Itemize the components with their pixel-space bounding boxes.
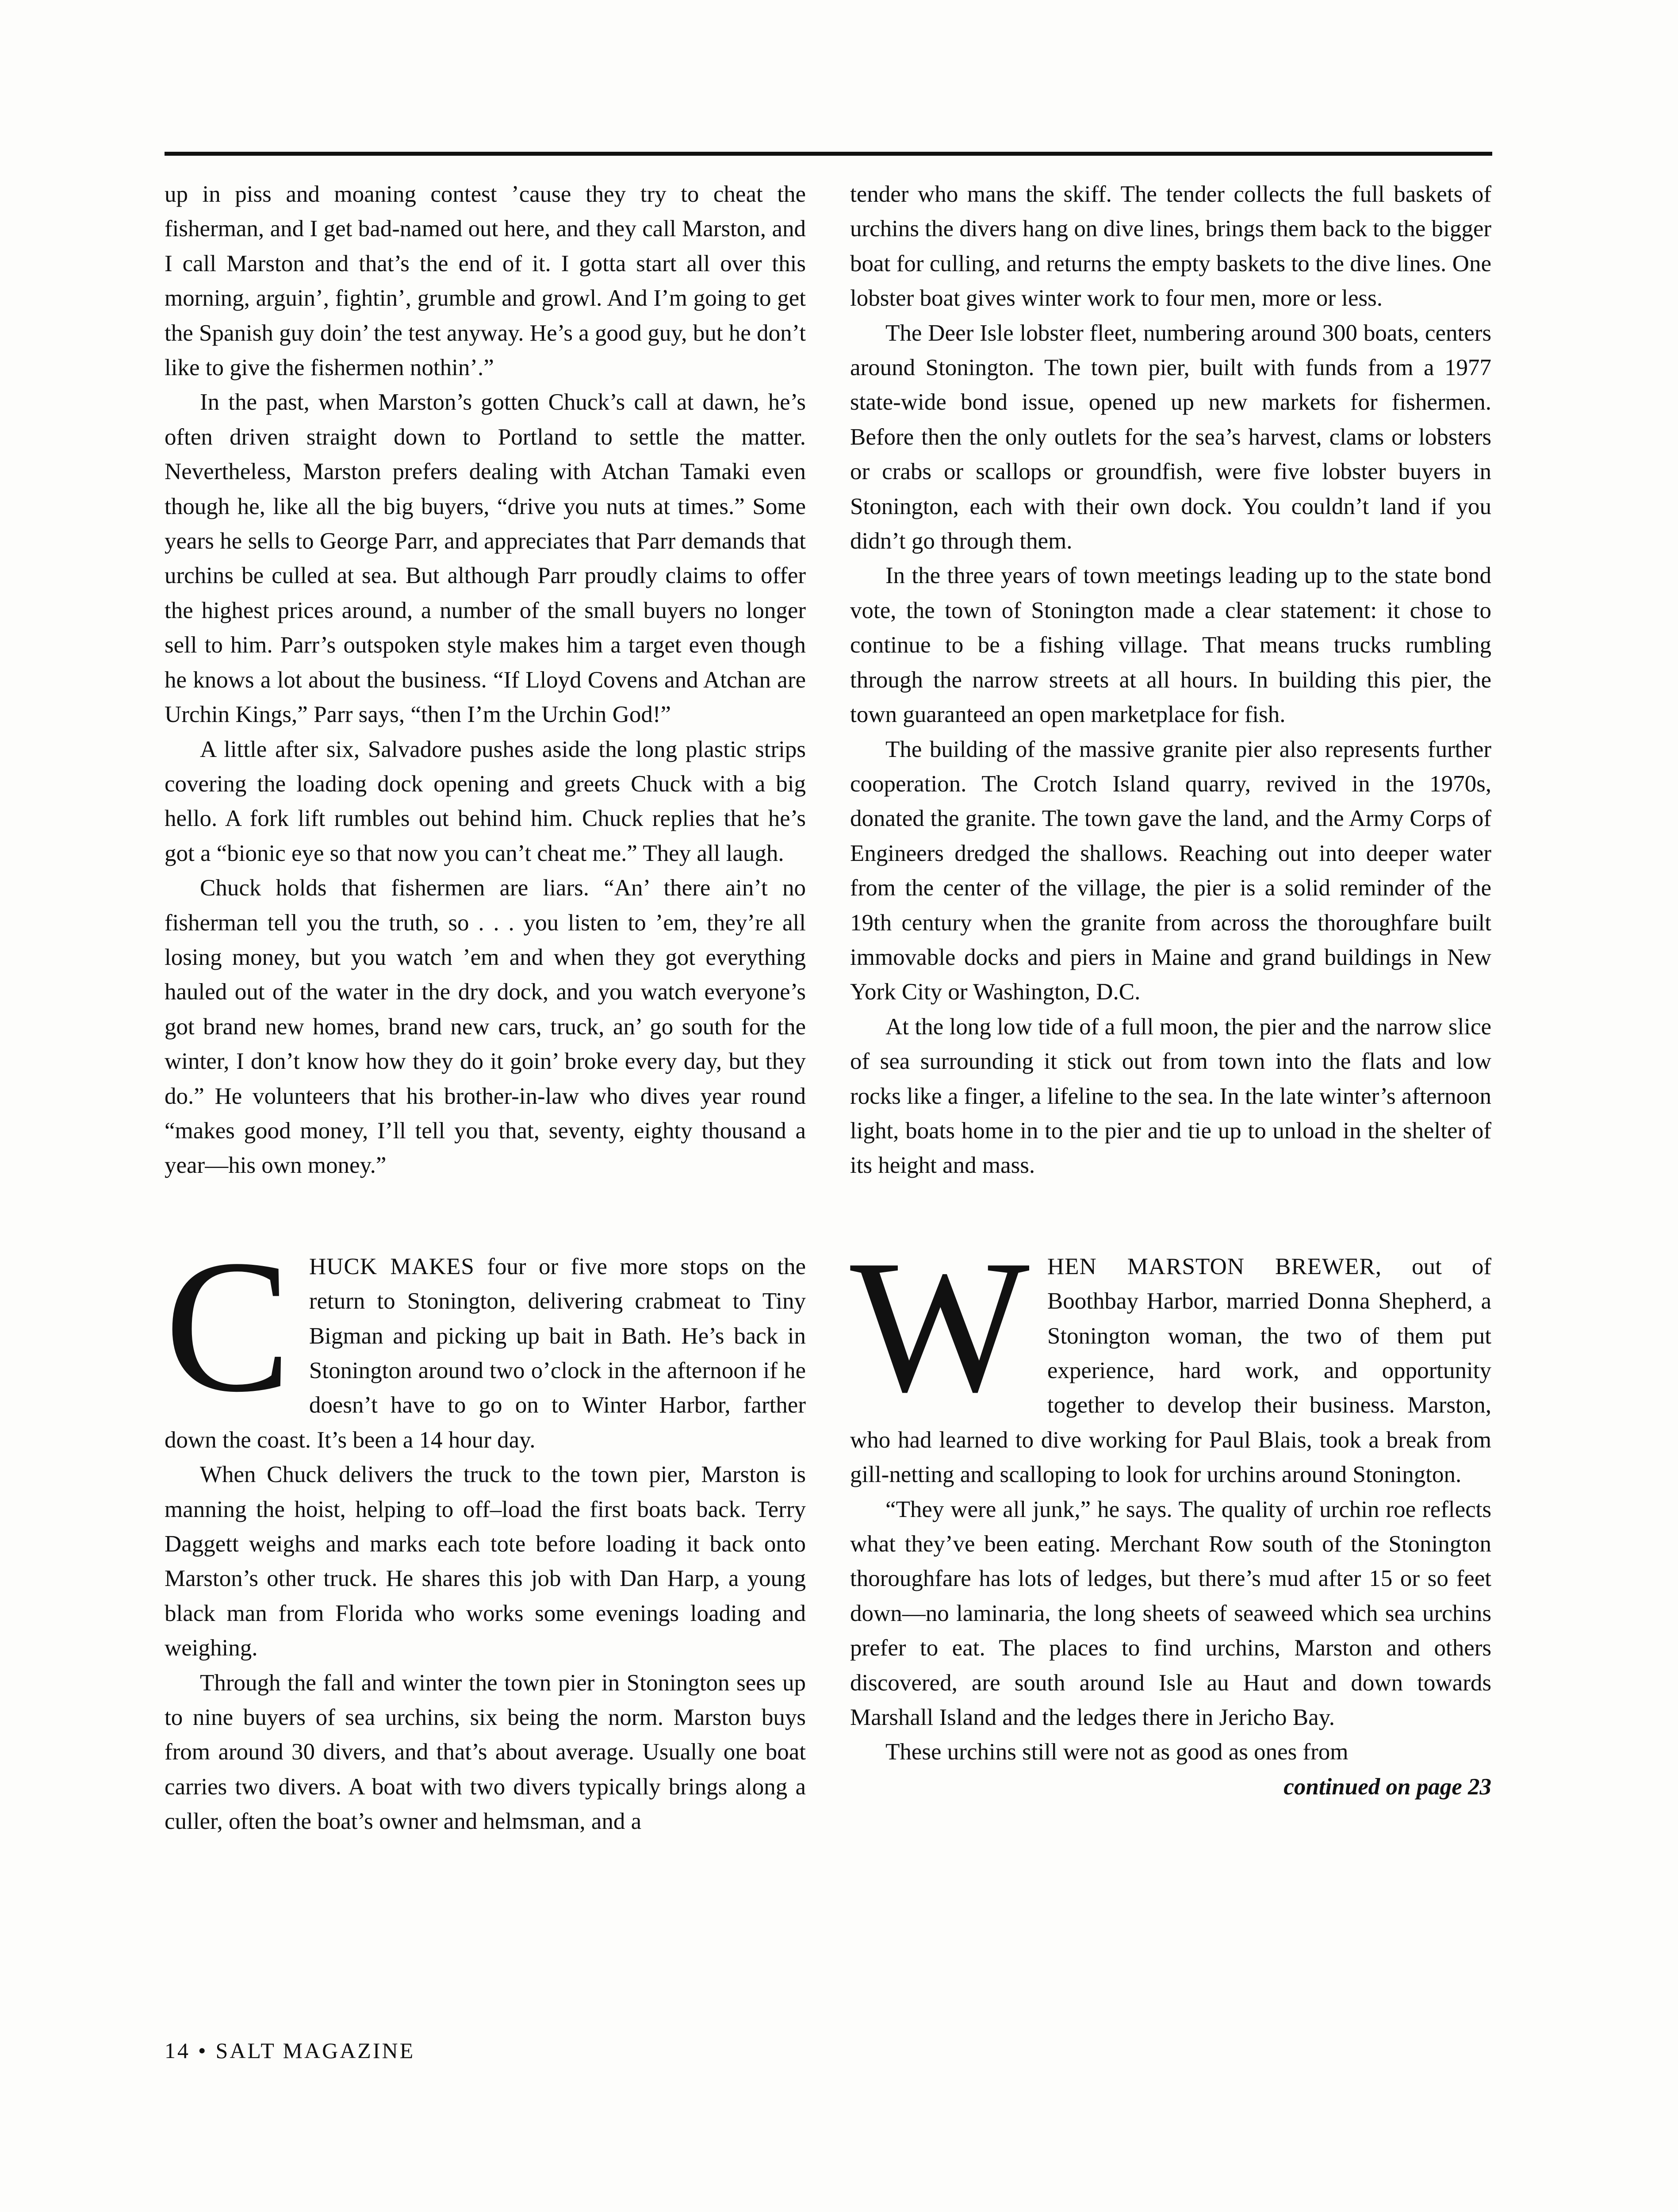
paragraph: Through the fall and winter the town pier in Stonington sees up to nine buyers of sea urchins, six being the norm. Marston buys from around 30 divers, and that’s about average. Usually one boat carries two divers. A boat with two divers typically brings along a culler, often the boat’s owner and helmsman, and a xyxy=(165,1670,806,1835)
page-footer xyxy=(165,2038,415,2063)
paragraph: In the past, when Marston’s gotten Chuck’s call at dawn, he’s often driven straight down to Portland to settle the matter. Nevertheless, Marston prefers dealing with Atchan Tamaki even though he, like all the big buyers, “drive you nuts at times.” Some years he sells to George Parr, and appreciates that Parr demands that urchins be culled at sea. But although Parr proudly claims to offer the highest prices around, a number of the small buyers no longer sell to him. Parr’s outspoken style makes him a target even though he knows a lot about the business. “If Lloyd Covens and Atchan are Urchin Kings,” Parr says, “then I’m the Urchin God!” xyxy=(165,389,806,728)
magazine-name: SALT MAGAZINE xyxy=(215,2038,415,2063)
paragraph: When Chuck delivers the truck to the town pier, Marston is manning the hoist, helping to off–load the first boats back. Terry Daggett weighs and marks each tote before loading it back onto Marston’s other truck. He shares this job with Dan Harp, a young black man from Florida who works some evenings loading and weighing. xyxy=(165,1462,806,1661)
right-column xyxy=(850,177,1491,1804)
paragraph: The Deer Isle lobster fleet, numbering around 300 boats, centers around Stonington. The town pier, built with funds from a 1977 state-wide bond issue, opened up new markets for fishermen. Before then the only outlets for the sea’s harvest, clams or lobsters or crabs or scallops or groundfish, were five lobster buyers in Stonington, each with their own dock. You couldn’t land if you didn’t go through them. xyxy=(850,320,1491,554)
paragraph: In the three years of town meetings leading up to the state bond vote, the town of Stonington made a clear statement: it chose to continue to be a fishing village. That means trucks rumbling through the narrow streets at all hours. In building this pier, the town guaranteed an open marketplace for fish. xyxy=(850,563,1491,728)
paragraph: “They were all junk,” he says. The quality of urchin roe reflects what they’ve been eating. Merchant Row south of the Stonington thoroughfare has lots of ledges, but there’s mud after 15 or so feet down—no laminaria, the long sheets of seaweed which sea urchins prefer to eat. The places to find urchins, Marston and others discovered, are south around Isle au Haut and down towards Marshall Island and the ledges there in Jericho Bay. xyxy=(850,1496,1491,1731)
top-rule xyxy=(165,152,1492,156)
paragraph: At the long low tide of a full moon, the pier and the narrow slice of sea surrounding it stick out from town into the flats and low rocks like a finger, a lifeline to the sea. In the late winter’s afternoon light, boats home in to the pier and tie up to unload in the shelter of its height and mass. xyxy=(850,1014,1491,1179)
left-column xyxy=(165,177,806,1839)
bullet-separator: • xyxy=(198,2038,208,2063)
lead-in: HUCK MAKES xyxy=(309,1253,475,1279)
paragraph: Chuck holds that fishermen are liars. “An’ there ain’t no fisherman tell you the truth, so . . . you listen to ’em, they’re all losing money, but you watch ’em and when they got everything hauled out of the water in the dry dock, and you watch everyone’s got brand new homes, brand new cars, truck, an’ go south for the winter, I don’t know how they do it goin’ broke every day, but they do.” He volunteers that his brother-in-law who dives year round “makes good money, I’ll tell you that, seventy, eighty thousand a year—his own money.” xyxy=(165,875,806,1179)
paragraph: tender who mans the skiff. The tender collects the full baskets of urchins the divers hang on dive lines, brings them back to the bigger boat for culling, and returns the empty baskets to the dive lines. One lobster boat gives winter work to four men, more or less. xyxy=(850,181,1491,311)
paragraph-text: out of Boothbay Harbor, married Donna Shepherd, a Stonington woman, the two of them put experience, hard work, and opportunity together to develop their business. Marston, who had learned to dive working for Paul Blais, took a break from gill-netting and scalloping to look for urchins around Stonington. xyxy=(850,1253,1491,1488)
paragraph: up in piss and moaning contest ’cause they try to cheat the fisherman, and I get bad-named out here, and they call Marston, and I call Marston and that’s the end of it. I gotta start all over this morning, arguin’, fightin’, grumble and growl. And I’m going to get the Spanish guy doin’ the test anyway. He’s a good guy, but he don’t like to give the fishermen nothin’.” xyxy=(165,181,806,381)
paragraph: The building of the massive granite pier also represents further cooperation. The Crotch Island quarry, revived in the 1970s, donated the granite. The town gave the land, and the Army Corps of Engineers dredged the shallows. Reaching out into deeper water from the center of the village, the pier is a solid reminder of the 19th century when the granite from across the thoroughfare built immovable docks and piers in Maine and grand buildings in New York City or Washington, D.C. xyxy=(850,736,1491,1005)
drop-cap: C xyxy=(165,1221,291,1432)
page-number: 14 xyxy=(165,2038,190,2063)
lead-in: HEN MARSTON BREWER, xyxy=(1047,1253,1382,1279)
section-lead-paragraph xyxy=(850,1221,1491,1492)
section-lead-paragraph xyxy=(165,1221,806,1457)
paragraph: A little after six, Salvadore pushes aside the long plastic strips covering the loading dock opening and greets Chuck with a big hello. A fork lift rumbles out behind him. Chuck replies that he’s got a “bionic eye so that now you can’t cheat me.” They all laugh. xyxy=(165,736,806,866)
drop-cap: W xyxy=(850,1221,1030,1432)
paragraph: These urchins still were not as good as ones from xyxy=(885,1739,1349,1765)
continued-note: continued on page 23 xyxy=(1283,1774,1491,1800)
paragraph-text: four or five more stops on the return to Stonington, delivering crabmeat to Tiny Bigman and picking up bait in Bath. He’s back in Stonington around two o’clock in the afternoon if he doesn’t have to go on to Winter Harbor, farther down the coast. It’s been a 14 hour day. xyxy=(165,1253,806,1453)
